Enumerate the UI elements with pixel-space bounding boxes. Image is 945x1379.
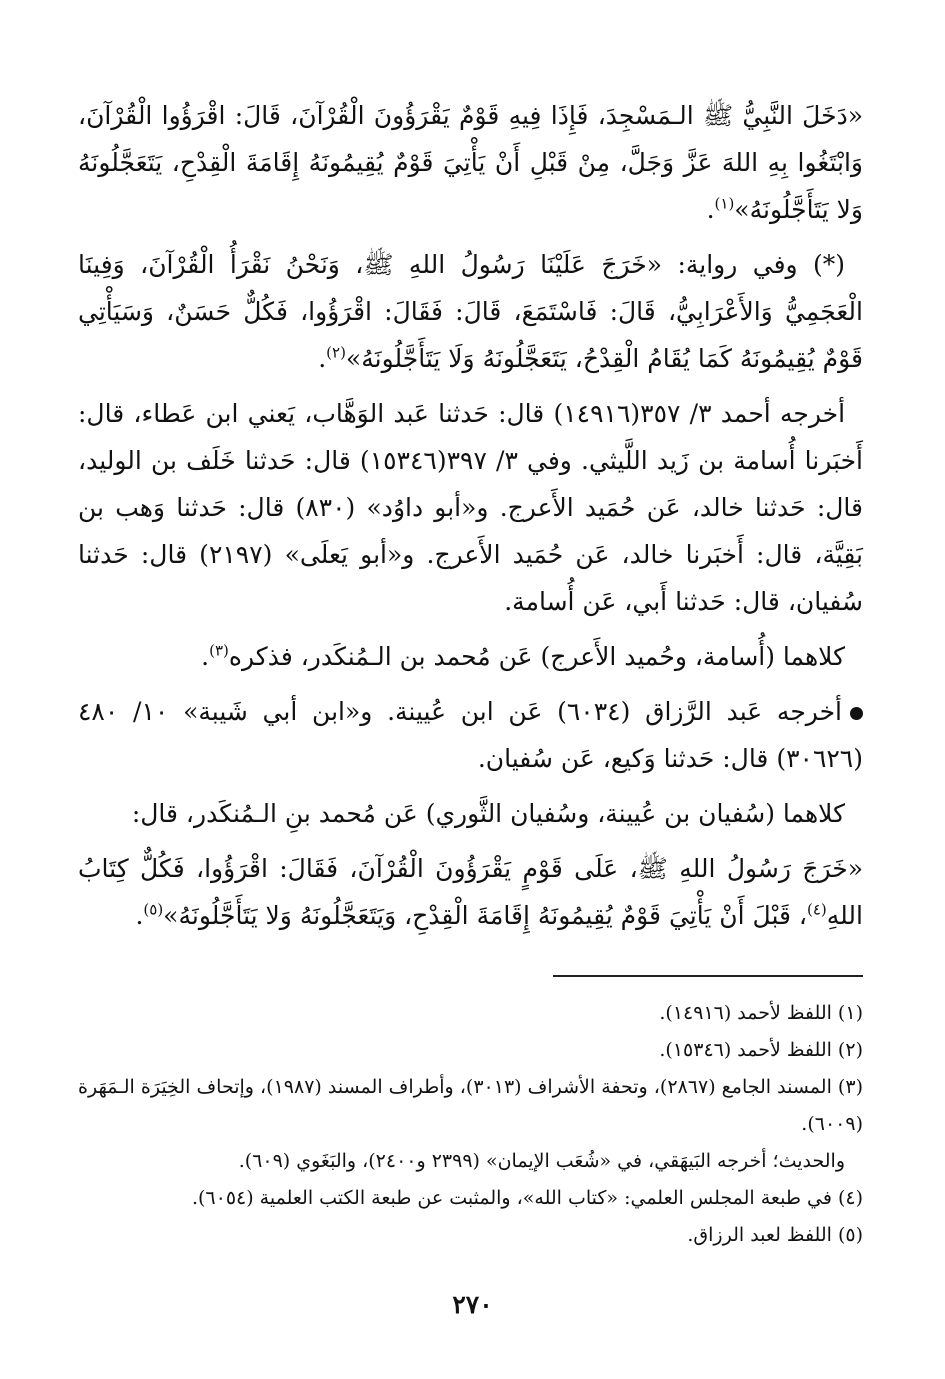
footnote-ref: (٥) bbox=[143, 900, 164, 919]
footnote-2: (٢) اللفظ لأحمد (١٥٣٤٦). bbox=[659, 1039, 863, 1061]
narration-variant-paragraph bbox=[78, 241, 863, 382]
footnote-divider bbox=[553, 975, 863, 977]
footnote-4: (٤) في طبعة المجلس العلمي: «كتاب الله»، والمثبت عن طبعة الكتب العلمية (٦٠٥٤). bbox=[191, 1187, 863, 1209]
footnote-ref: (٣) bbox=[209, 641, 229, 660]
footnote-1: (١) اللفظ لأحمد (١٤٩١٦). bbox=[659, 1002, 863, 1024]
paragraph-text: أخرجه أحمد ٣/ ٣٥٧(١٤٩١٦) قال: حَدثنا عَبد الوَهَّاب، يَعني ابن عَطاء، قال: أَخبَرنا أُسامة بن زَيد اللَّيثي. وفي ٣/ ٣٩٧(١٥٣٤٦) قال: حَدثنا خَلَف بن الوليد، قال: حَدثنا خالد، عَن حُمَيد الأَعرج. و«أبو داوُد» (٨٣٠) قال: حَدثنا وَهب بن بَقِيَّة، قال: أَخبَرنا خالد، عَن حُمَيد الأَعرج. و«أبو يَعلَى» (٢١٩٧) قال: حَدثنا سُفيان، قال: حَدثنا أَبي، عَن أُسامة. bbox=[78, 399, 863, 616]
footnote-ref: (١) bbox=[714, 194, 735, 213]
page-body bbox=[78, 92, 863, 1254]
takhrij-paragraph bbox=[78, 688, 863, 782]
isnad-paragraph bbox=[78, 390, 863, 625]
paragraph-text: كلاهما (سُفيان بن عُيينة، وسُفيان الثَّوري) عَن مُحمد بنِ الـمُنكَدر، قال: bbox=[131, 799, 845, 828]
paragraph-end: . bbox=[201, 642, 210, 671]
hadith-text-paragraph bbox=[78, 92, 863, 233]
paragraph-text: كلاهما (أُسامة، وحُميد الأَعرج) عَن مُحمد بن الـمُنكَدر، فذكره bbox=[228, 642, 845, 671]
paragraph-text: (*) وفي رواية: «خَرَجَ عَلَيْنَا رَسُولُ اللهِ ﷺ، وَنَحْنُ نَقْرَأُ الْقُرْآنَ، وَفِينَا الْعَجَمِيُّ وَالأَعْرَابِيُّ، قَالَ: فَاسْتَمَعَ، قَالَ: فَقَالَ: اقْرَؤُوا، فَكُلٌّ حَسَنٌ، وَسَيَأْتِي قَوْمٌ يُقِيمُونَهُ كَمَا يُقَامُ الْقِدْحُ، يَتَعَجَّلُونَهُ وَلَا يَتَأَجَّلُونَهُ» bbox=[78, 250, 863, 373]
isnad-summary-paragraph bbox=[78, 633, 863, 680]
paragraph-text-continued: ، قَبْلَ أَنْ يَأْتِيَ قَوْمٌ يُقِيمُونَهُ إِقَامَةَ الْقِدْحِ، وَيَتَعَجَّلُونَهُ وَلا يَتَأَجَّلُونَهُ» bbox=[163, 901, 807, 930]
paragraph-text: أخرجه عَبد الرَّزاق (٦٠٣٤) عَن ابن عُيينة. و«ابن أبي شَيبة» ١٠/ ٤٨٠ (٣٠٦٢٦) قال: حَدثنا وَكيع، عَن سُفيان. bbox=[78, 697, 863, 773]
page-number: ٢٧٠ bbox=[452, 1290, 493, 1319]
hadith-text-paragraph-2 bbox=[78, 845, 863, 939]
isnad-summary-paragraph-2 bbox=[78, 790, 863, 837]
bullet-icon bbox=[850, 707, 863, 720]
footnote-3: (٣) المسند الجامع (٢٨٦٧)، وتحفة الأشراف (٣٠١٣)، وأطراف المسند (١٩٨٧)، وإتحاف الخِيَرَة الـمَهَرة (٦٠٠٩). bbox=[78, 1076, 863, 1135]
footnote-3-continuation: والحديث؛ أخرجه البَيهَقي، في «شُعَب الإيمان» (٢٣٩٩ و٢٤٠٠)، والبَغَوي (٦٠٩). bbox=[238, 1150, 845, 1172]
footnote-ref: (٤) bbox=[806, 900, 827, 919]
paragraph-end: . bbox=[706, 195, 715, 224]
paragraph-end: . bbox=[135, 901, 144, 930]
paragraph-text: «خَرَجَ رَسُولُ اللهِ ﷺ، عَلَى قَوْمٍ يَقْرَؤُونَ الْقُرْآنَ، فَقَالَ: اقْرَؤُوا، فَكُلٌّ كِتَابُ اللهِ bbox=[78, 854, 863, 930]
paragraph-text: «دَخَلَ النَّبِيُّ ﷺ الـمَسْجِدَ، فَإِذَا فِيهِ قَوْمٌ يَقْرَؤُونَ الْقُرْآنَ، قَالَ: اقْرَؤُوا الْقُرْآنَ، وَابْتَغُوا بِهِ اللهَ عَزَّ وَجَلَّ، مِنْ قَبْلِ أَنْ يَأْتِيَ قَوْمٌ يُقِيمُونَهُ إِقَامَةَ الْقِدْحِ، يَتَعَجَّلُونَهُ وَلا يَتَأَجَّلُونَهُ» bbox=[78, 101, 863, 224]
footnote-ref: (٢) bbox=[326, 343, 346, 362]
footnote-5: (٥) اللفظ لعبد الرزاق. bbox=[687, 1224, 863, 1246]
paragraph-end: . bbox=[318, 344, 327, 373]
